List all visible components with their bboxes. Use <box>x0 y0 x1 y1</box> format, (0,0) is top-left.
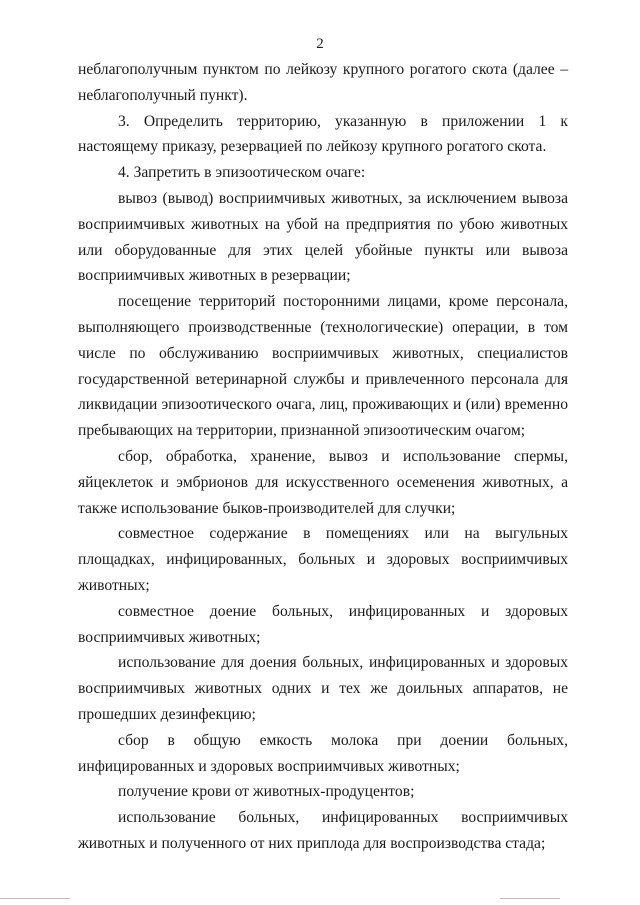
prohibition-joint-keeping: совместное содержание в помещениях или на выгульных площадках, инфицированных, больных и здоровых восприимчивых животных; <box>78 525 568 594</box>
paragraph-continuation: неблагополучным пунктом по лейкозу крупного рогатого скота (далее – неблагополучный пункт). <box>78 61 568 104</box>
prohibition-joint-milking: совместное доение больных, инфицированных и здоровых восприимчивых животных; <box>78 602 568 646</box>
scan-edge-line-left <box>0 898 70 899</box>
paragraph-item-3: 3. Определить территорию, указанную в приложении 1 к настоящему приказу, резервацией по лейкозу крупного рогатого скота. <box>78 112 568 156</box>
prohibition-sperm-embryos: сбор, обработка, хранение, вывоз и использование спермы, яйцеклеток и эмбрионов для искусственного осеменения животных, а также использование быков-производителей для случки; <box>78 447 568 517</box>
page-number: 2 <box>316 36 324 52</box>
prohibition-visits: посещение территорий посторонними лицами, кроме персонала, выполняющего производственные (технологические) операции, в том числе по обслуживанию восприимчивых животных, специалистов государственной ветеринарной службы и привлеченного персонала для ликвидации эпизоотического очага, лиц, проживающих и (или) временно пребывающих на территории, признанной эпизоотическим очагом; <box>78 293 568 440</box>
prohibition-milking-devices: использование для доения больных, инфицированных и здоровых восприимчивых животных одних и тех же доильных аппаратов, не прошедших дезинфекцию; <box>78 654 568 723</box>
scan-edge-line-right <box>500 898 560 899</box>
prohibition-breeding-use: использование больных, инфицированных восприимчивых животных и полученного от них приплода для воспроизводства стада; <box>78 809 568 852</box>
prohibition-blood-collection: получение крови от животных-продуцентов; <box>118 783 415 801</box>
paragraph-item-4: 4. Запретить в эпизоотическом очаге: <box>118 164 366 182</box>
document-body <box>78 57 568 857</box>
prohibition-milk-collection: сбор в общую емкость молока при доении больных, инфицированных и здоровых восприимчивых животных; <box>78 731 568 775</box>
prohibition-export-animals: вывоз (вывод) восприимчивых животных, за исключением вывоза восприимчивых животных на убой на предприятия по убою животных или оборудованные для этих целей убойные пункты или вывоза восприимчивых животных в резервации; <box>78 189 568 285</box>
